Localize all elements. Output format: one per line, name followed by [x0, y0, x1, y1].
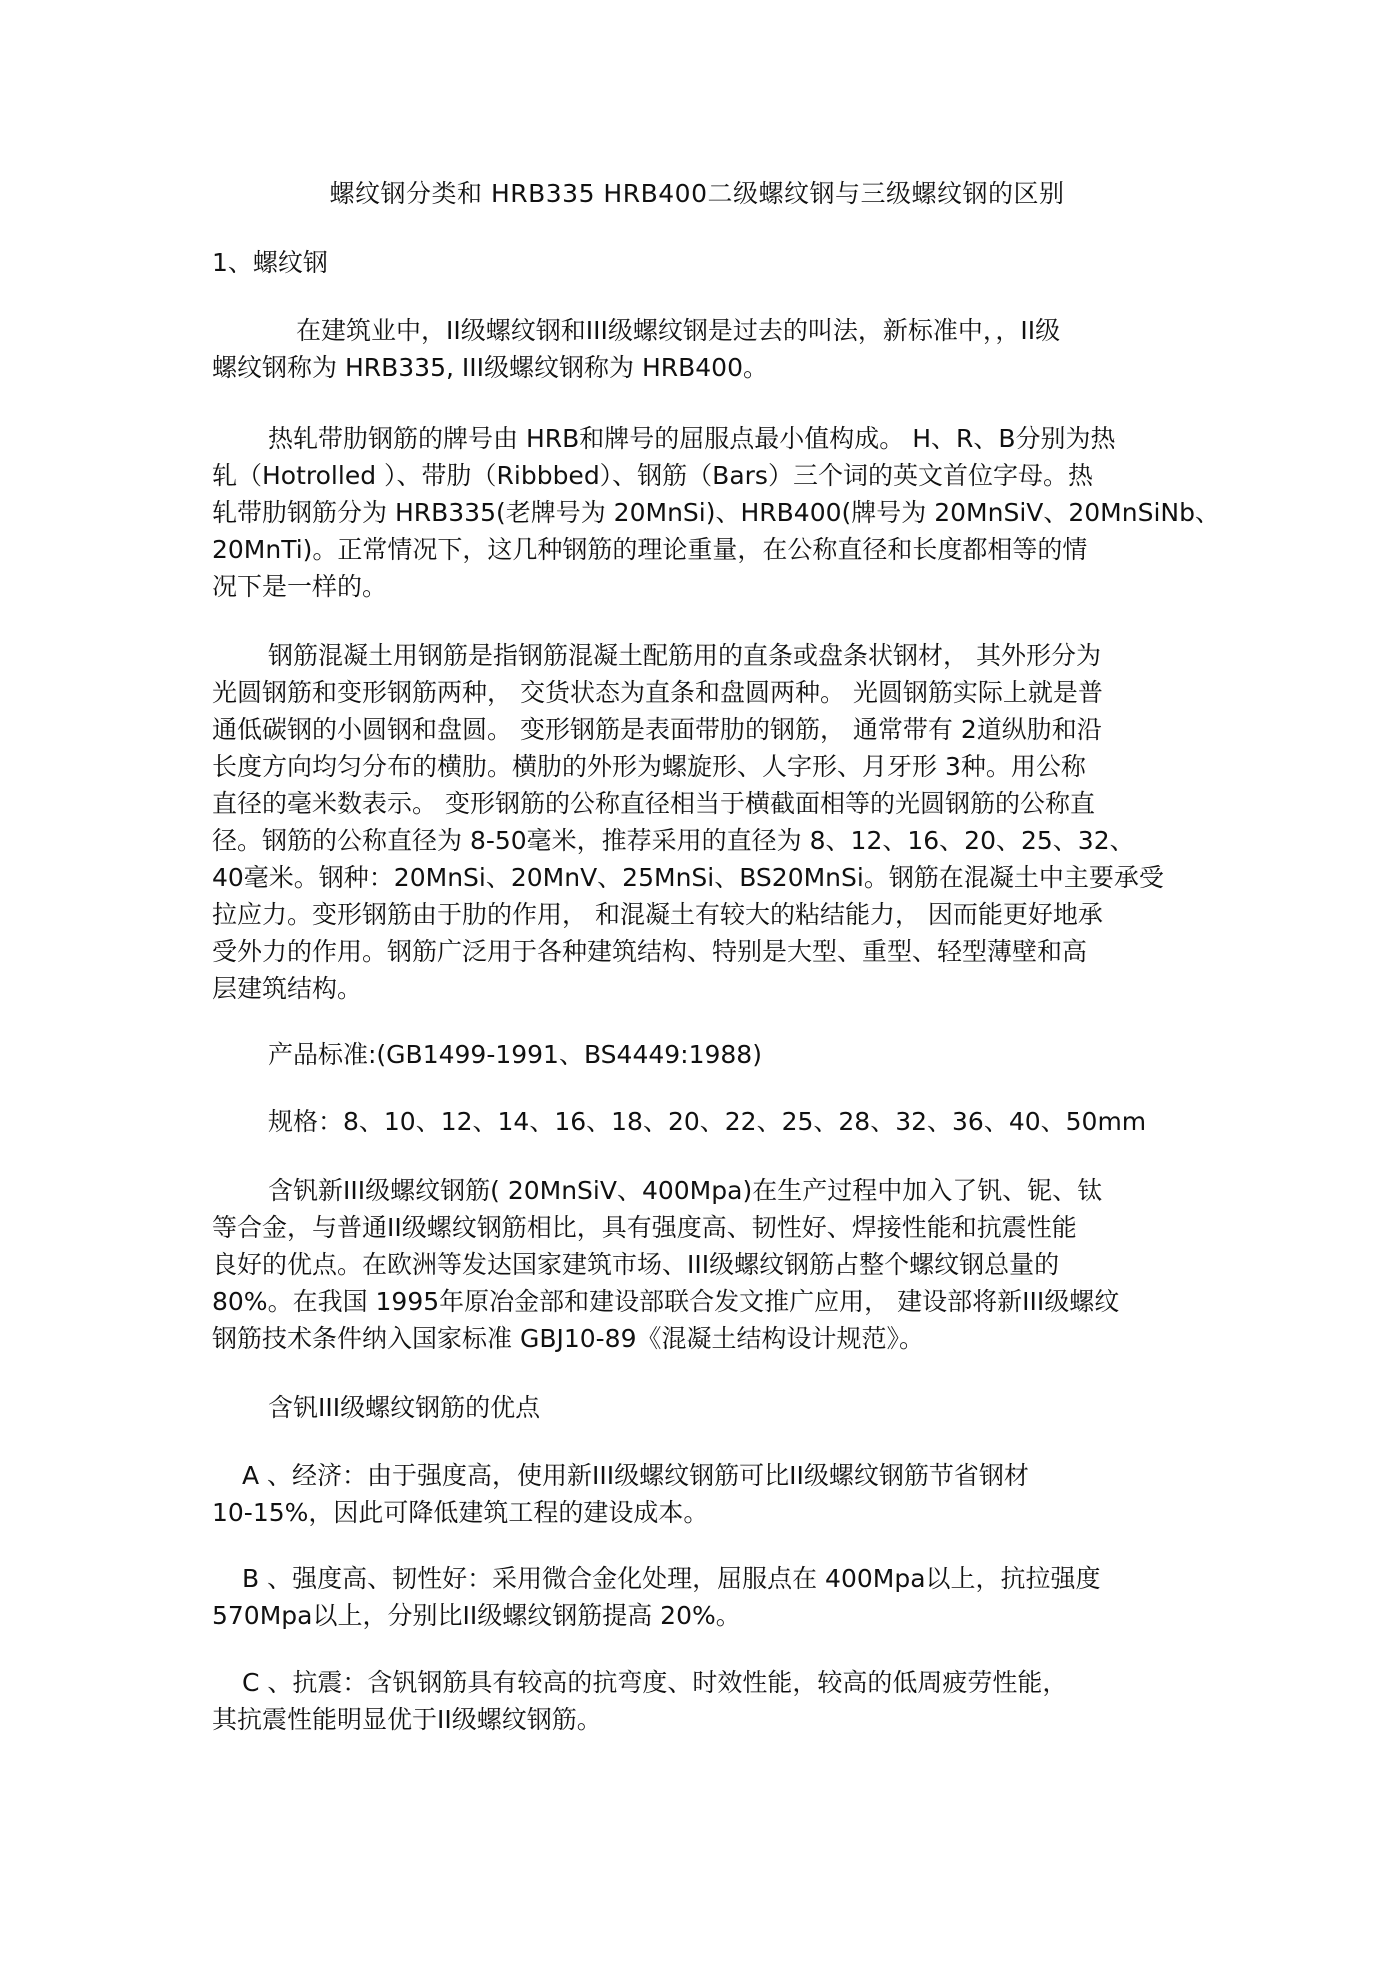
text-line: 直径的毫米数表示。 变形钢筋的公称直径相当于横截面相等的光圆钢筋的公称直	[212, 789, 1095, 818]
text-line: C 、抗震：含钒钢筋具有较高的抗弯度、时效性能，较高的低周疲劳性能，	[242, 1668, 1068, 1697]
text-line: 等合金，与普通II级螺纹钢筋相比，具有强度高、韧性好、焊接性能和抗震性能	[212, 1213, 1077, 1242]
paragraph-product-standard	[212, 1036, 1192, 1073]
text-line: 长度方向均匀分布的横肋。横肋的外形为螺旋形、人字形、月牙形 3种。用公称	[212, 752, 1086, 781]
text-line: 径。钢筋的公称直径为 8-50毫米，推荐采用的直径为 8、12、16、20、25、32、	[212, 826, 1135, 855]
paragraph-rebar-description	[212, 637, 1192, 1007]
text-line: 轧（Hotrolled ）、带肋（Ribbbed）、钢筋（Bars）三个词的英文首位字母。热	[212, 461, 1093, 490]
text-line: 规格：8、10、12、14、16、18、20、22、25、28、32、36、40、50mm	[268, 1107, 1147, 1136]
text-line: 光圆钢筋和变形钢筋两种， 交货状态为直条和盘圆两种。 光圆钢筋实际上就是普	[212, 678, 1103, 707]
text-line: 10-15%，因此可降低建筑工程的建设成本。	[212, 1498, 709, 1527]
text-line: A 、经济：由于强度高，使用新III级螺纹钢筋可比II级螺纹钢筋节省钢材	[242, 1461, 1029, 1490]
text-line: 通低碳钢的小圆钢和盘圆。 变形钢筋是表面带肋的钢筋， 通常带有 2道纵肋和沿	[212, 715, 1102, 744]
text-line: 钢筋混凝土用钢筋是指钢筋混凝土配筋用的直条或盘条状钢材， 其外形分为	[268, 641, 1101, 670]
text-line: 良好的优点。在欧洲等发达国家建筑市场、III级螺纹钢筋占整个螺纹钢总量的	[212, 1250, 1060, 1279]
text-line: 产品标准:(GB1499-1991、BS4449:1988)	[268, 1040, 762, 1069]
text-line: 拉应力。变形钢筋由于肋的作用， 和混凝土有较大的粘结能力， 因而能更好地承	[212, 900, 1103, 929]
text-line: 80%。在我国 1995年原冶金部和建设部联合发文推广应用， 建设部将新III级螺纹	[212, 1287, 1120, 1316]
text-line: 40毫米。钢种：20MnSi、20MnV、25MnSi、BS20MnSi。钢筋在混凝土中主要承受	[212, 863, 1164, 892]
paragraph-advantage-a	[212, 1457, 1192, 1531]
text-line: 20MnTi)。正常情况下，这几种钢筋的理论重量，在公称直径和长度都相等的情	[212, 535, 1088, 564]
text-line: B 、强度高、韧性好：采用微合金化处理，屈服点在 400Mpa以上，抗拉强度	[242, 1564, 1101, 1593]
paragraph-intro	[212, 312, 1192, 386]
text-line: 况下是一样的。	[212, 572, 388, 601]
text-line: 层建筑结构。	[212, 974, 363, 1003]
text-line: 钢筋技术条件纳入国家标准 GBJ10-89《混凝土结构设计规范》。	[212, 1324, 924, 1353]
document-title: 螺纹钢分类和 HRB335 HRB400二级螺纹钢与三级螺纹钢的区别	[329, 179, 1065, 208]
text-line: 热轧带肋钢筋的牌号由 HRB和牌号的屈服点最小值构成。 H、R、B分别为热	[268, 424, 1116, 453]
text-line: 570Mpa以上，分别比II级螺纹钢筋提高 20%。	[212, 1601, 741, 1630]
paragraph-advantage-c	[212, 1664, 1192, 1738]
text-line: 其抗震性能明显优于II级螺纹钢筋。	[212, 1705, 602, 1734]
text-line: 含钒新III级螺纹钢筋( 20MnSiV、400Mpa)在生产过程中加入了钒、铌、钛	[268, 1176, 1103, 1205]
text-line: 受外力的作用。钢筋广泛用于各种建筑结构、特别是大型、重型、轻型薄壁和高	[212, 937, 1088, 966]
text-line: 含钒III级螺纹钢筋的优点	[268, 1393, 541, 1422]
section-heading: 1、螺纹钢	[212, 248, 328, 277]
text-line: 在建筑业中，II级螺纹钢和III级螺纹钢是过去的叫法，新标准中，，II级	[296, 316, 1061, 345]
paragraph-vanadium-rebar	[212, 1172, 1192, 1357]
paragraph-hot-rolled	[212, 420, 1220, 605]
paragraph-advantages-heading	[212, 1389, 1192, 1426]
text-line: 轧带肋钢筋分为 HRB335(老牌号为 20MnSi)、HRB400(牌号为 20MnSiV、20MnSiNb、	[212, 498, 1220, 527]
paragraph-advantage-b	[212, 1560, 1192, 1634]
paragraph-specifications	[212, 1103, 1192, 1140]
text-line: 螺纹钢称为 HRB335, III级螺纹钢称为 HRB400。	[212, 353, 768, 382]
